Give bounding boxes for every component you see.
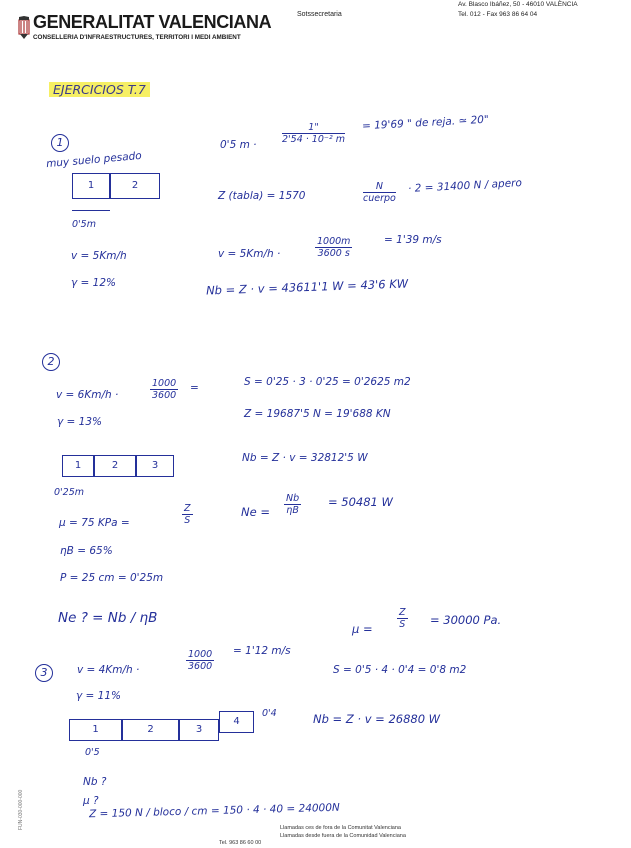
ex1-cell-1: 1	[72, 173, 110, 199]
ex2-eq5-left: μ =	[352, 622, 373, 636]
ex2-speed-right: =	[190, 382, 199, 394]
ex1-eq3-den: 3600 s	[317, 248, 350, 259]
footer-line-2: Llamadas desde fuera de la Comunidad Valenciana	[280, 833, 406, 839]
ex2-depth: P = 25 cm = 0'25m	[60, 572, 164, 584]
ex1-speed: v = 5Km/h	[71, 250, 127, 262]
ex2-eq5-num: Z	[399, 607, 406, 618]
ex2-eq4-left: Ne =	[241, 505, 270, 519]
ex2-eq4-num: Nb	[286, 493, 300, 504]
ex1-eq1-left: 0'5 m ·	[220, 139, 257, 151]
ex3-speed-num: 1000	[188, 649, 213, 660]
ex2-eq4-fraction	[284, 493, 301, 516]
ex3-cell-4: 4	[219, 711, 254, 733]
ex1-eq2-fraction	[363, 181, 396, 204]
ex3-cell-2: 2	[122, 719, 179, 741]
ex1-eq3-fraction	[315, 236, 352, 259]
ex3-speed-right: = 1'12 m/s	[233, 645, 291, 657]
ex2-eq4-den: ηB	[286, 505, 299, 516]
ex3-speed-fraction	[186, 649, 214, 672]
ex3-slope: γ = 11%	[76, 690, 122, 702]
ex1-eq1-den: 2'54 · 10⁻² m	[282, 134, 345, 145]
ex1-eq3-num: 1000m	[317, 236, 351, 247]
ex1-soil-label: muy suelo pesado	[45, 149, 143, 171]
ex1-eq1-fraction	[282, 122, 345, 145]
ex1-eq2-left: Z (tabla) = 1570	[218, 190, 306, 202]
ex3-q1: Nb ?	[83, 776, 107, 788]
ex3-depth-label: 0'4	[262, 708, 277, 719]
ex1-eq1-right: = 19'69 " de reja. ≃ 20"	[361, 113, 490, 133]
exercise-number-3: 3	[35, 664, 53, 682]
ex3-speed-den: 3600	[188, 661, 213, 672]
ex3-cell-1: 1	[69, 719, 122, 741]
org-name: GENERALITAT VALENCIANA	[33, 12, 272, 32]
ex2-mu-left: μ = 75 KPa =	[59, 517, 130, 529]
ex1-eq3-left: v = 5Km/h ·	[218, 248, 281, 260]
ex1-eq1-num: 1"	[282, 122, 345, 134]
ex1-cell-2: 2	[110, 173, 160, 199]
ex2-eq5-right: = 30000 Pa.	[430, 613, 502, 627]
exercise-number-2: 2	[42, 353, 60, 371]
ex2-mu-fraction	[182, 503, 193, 526]
ex2-speed-fraction	[150, 378, 178, 401]
ex2-eq2: Z = 19687'5 N = 19'688 KN	[244, 408, 391, 420]
ex2-eq1: S = 0'25 · 3 · 0'25 = 0'2625 m2	[244, 376, 411, 388]
ex2-cell-1: 1	[62, 455, 94, 477]
ex2-slope: γ = 13%	[57, 416, 103, 428]
ex2-width: 0'25m	[54, 487, 84, 498]
ex2-question: Ne ? = Nb / ηB	[58, 610, 158, 626]
ex3-q2: μ ?	[83, 795, 99, 807]
footer-tel: Tel. 963 86 60 00	[219, 840, 262, 846]
ex2-eq4-right: = 50481 W	[328, 495, 393, 509]
ex1-eq3-right: = 1'39 m/s	[384, 234, 442, 246]
ex2-efficiency: ηB = 65%	[60, 545, 113, 557]
ex3-eq2: Nb = Z · v = 26880 W	[313, 712, 441, 726]
footer-line-1: Llamadas ces de fora de la Comunitat Valenciana	[280, 825, 401, 831]
header-phone: Tel. 012 - Fax 963 86 64 04	[458, 11, 538, 18]
header-center-text: Sotssecretaria	[297, 11, 342, 18]
ex1-eq2-num: N	[363, 181, 396, 193]
ex3-eq1: S = 0'5 · 4 · 0'4 = 0'8 m2	[333, 664, 467, 676]
org-subtitle: CONSELLERIA D'INFRAESTRUCTURES, TERRITORI I MEDI AMBIENT	[33, 34, 241, 41]
ex2-eq5-fraction	[397, 607, 408, 630]
exercise-number-1: 1	[51, 134, 69, 152]
ex1-eq4: Nb = Z · v = 43611'1 W = 43'6 KW	[205, 276, 409, 298]
ex1-width: 0'5m	[72, 219, 96, 230]
ex2-eq5-den: S	[399, 619, 406, 630]
ex2-mu-num: Z	[184, 503, 191, 514]
ex3-width: 0'5	[85, 747, 100, 758]
ex2-cell-3: 3	[136, 455, 174, 477]
ex2-eq3: Nb = Z · v = 32812'5 W	[242, 452, 368, 464]
header-address: Av. Blasco Ibáñez, 50 - 46010 VALÈNCIA	[458, 1, 578, 8]
ex2-mu-den: S	[184, 515, 191, 526]
ex3-eq3: Z = 150 N / bloco / cm = 150 · 4 · 40 = 24000N	[88, 801, 340, 821]
ex3-speed-left: v = 4Km/h ·	[77, 664, 140, 676]
ex3-cell-3: 3	[179, 719, 219, 741]
ex1-eq2-right: · 2 = 31400 N / apero	[407, 177, 523, 195]
page-title: EJERCICIOS T.7	[49, 82, 150, 97]
ex2-speed-left: v = 6Km/h ·	[56, 389, 119, 401]
ex1-eq2-den: cuerpo	[363, 193, 396, 204]
ex1-width-arrow	[72, 210, 110, 211]
ex2-speed-den: 3600	[152, 390, 177, 401]
ex2-speed-num: 1000	[152, 378, 177, 389]
ex1-slope: γ = 12%	[71, 277, 117, 289]
ex2-cell-2: 2	[94, 455, 136, 477]
side-code: FUN-030-000-000	[18, 789, 24, 830]
crest-icon	[17, 16, 31, 40]
